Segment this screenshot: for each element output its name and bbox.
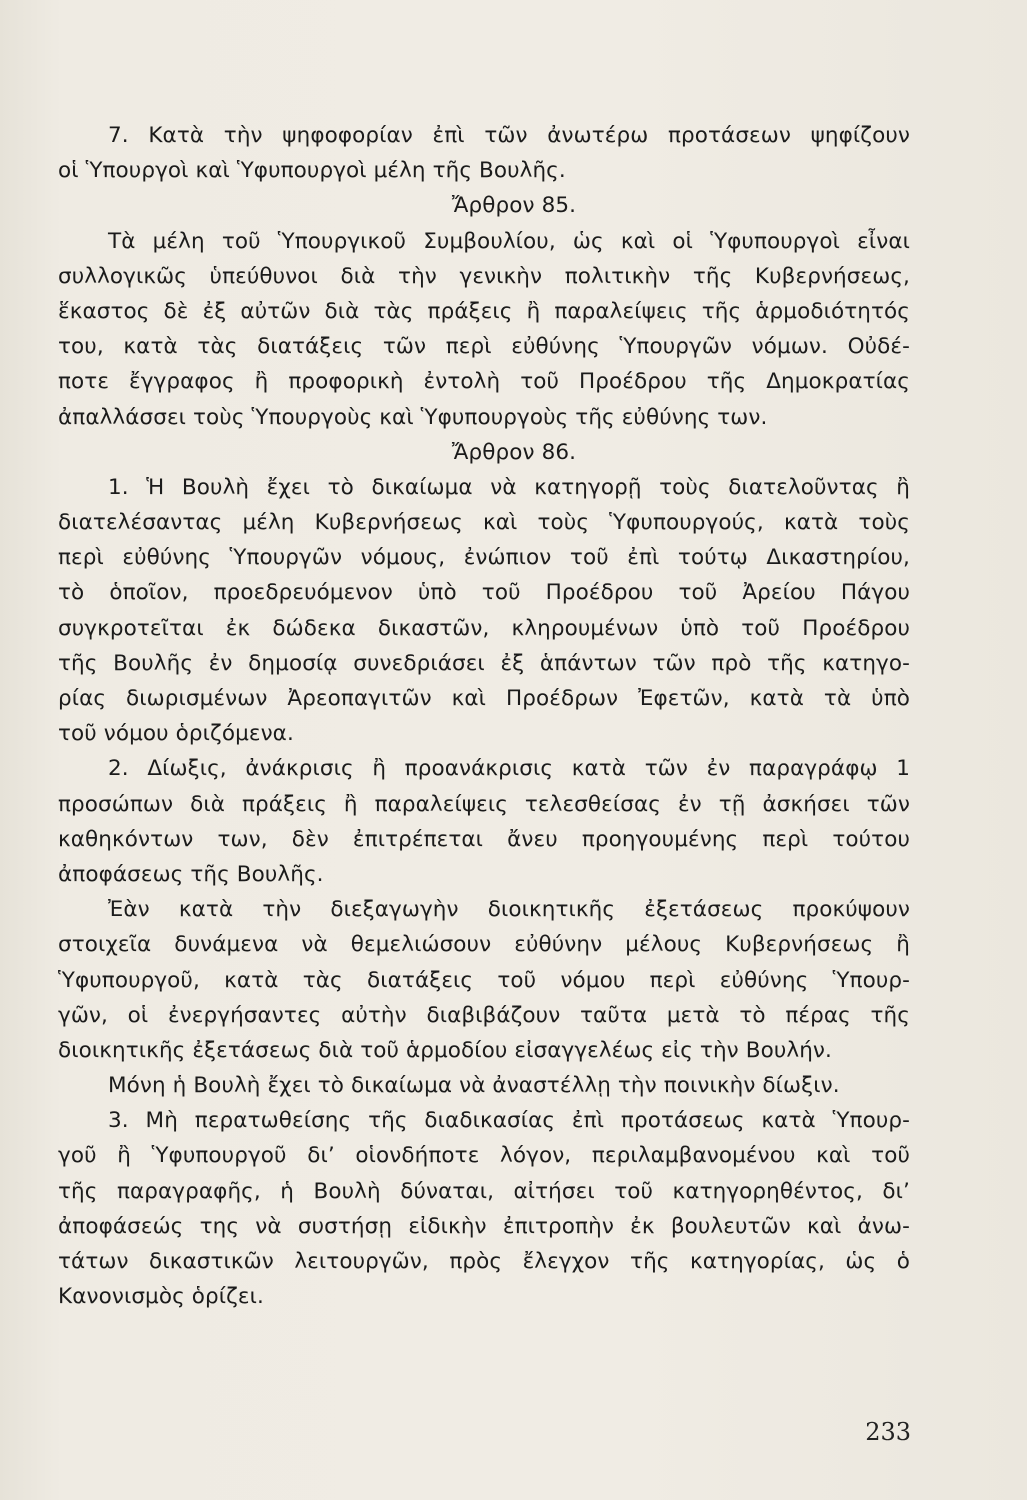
article-86-p3-line-4: ἀποφάσεώς της νὰ συστήσῃ εἰδικὴν ἐπιτροπὴν ἐκ βουλευτῶν καὶ ἀνω- — [58, 1213, 910, 1239]
article-85-line-3: ἕκαστος δὲ ἐξ αὐτῶν διὰ τὰς πράξεις ἢ παραλείψεις τῆς ἁρμοδιότητός — [58, 298, 910, 324]
paragraph-7-line-2: οἱ Ὑπουργοὶ καὶ Ὑφυπουργοὶ μέλη τῆς Βουλῆς. — [58, 158, 566, 184]
article-86-p1-line-7: ρίας διωρισμένων Ἀρεοπαγιτῶν καὶ Προέδρων Ἐφετῶν, κατὰ τὰ ὑπὸ — [58, 686, 910, 711]
page-number: 233 — [865, 1418, 911, 1446]
article-85-line-6: ἀπαλλάσσει τοὺς Ὑπουργοὺς καὶ Ὑφυπουργοὺς τῆς εὐθύνης των. — [58, 404, 768, 430]
paragraph-7-line-1: 7. Κατὰ τὴν ψηφοφορίαν ἐπὶ τῶν ἀνωτέρω προτάσεων ψηφίζουν — [108, 123, 910, 148]
article-86-p1-line-1: 1. Ἡ Βουλὴ ἔχει τὸ δικαίωμα νὰ κατηγορῇ τοὺς διατελοῦντας ἢ — [108, 474, 910, 500]
article-86-heading: Ἄρθρον 86. — [451, 439, 577, 465]
article-85-line-5: ποτε ἔγγραφος ἢ προφορικὴ ἐντολὴ τοῦ Προέδρου τῆς Δημοκρατίας — [58, 369, 910, 395]
article-86-p1-line-4: τὸ ὁποῖον, προεδρευόμενον ὑπὸ τοῦ Προέδρου τοῦ Ἀρείου Πάγου — [58, 580, 910, 606]
article-86-p2-line-1: 2. Δίωξις, ἀνάκρισις ἢ προανάκρισις κατὰ τῶν ἐν παραγράφῳ 1 — [108, 756, 910, 782]
article-86-p1-line-3: περὶ εὐθύνης Ὑπουργῶν νόμους, ἐνώπιον τοῦ ἐπὶ τούτῳ Δικαστηρίου, — [58, 545, 910, 571]
article-85-line-2: συλλογικῶς ὑπεύθυνοι διὰ τὴν γενικὴν πολιτικὴν τῆς Κυβερνήσεως, — [58, 263, 910, 289]
article-86-p1-line-5: συγκροτεῖται ἐκ δώδεκα δικαστῶν, κληρουμένων ὑπὸ τοῦ Προέδρου — [58, 615, 910, 641]
article-86-p1-line-8: τοῦ νόμου ὁριζόμενα. — [58, 721, 294, 747]
article-86-p2b-line-1: Ἐὰν κατὰ τὴν διεξαγωγὴν διοικητικῆς ἐξετάσεως προκύψουν — [108, 897, 910, 923]
article-85-line-1: Τὰ μέλη τοῦ Ὑπουργικοῦ Συμβουλίου, ὡς καὶ οἱ Ὑφυπουργοὶ εἶναι — [108, 228, 910, 254]
article-86-p2b-line-4: γῶν, οἱ ἐνεργήσαντες αὐτὴν διαβιβάζουν ταῦτα μετὰ τὸ πέρας τῆς — [58, 1002, 910, 1028]
article-86-p2b-line-2: στοιχεῖα δυνάμενα νὰ θεμελιώσουν εὐθύνην μέλους Κυβερνήσεως ἢ — [58, 932, 910, 958]
article-86-p3-line-2: γοῦ ἢ Ὑφυπουργοῦ δι’ οἱονδήποτε λόγον, περιλαμβανομένου καὶ τοῦ — [58, 1143, 910, 1169]
article-86-p2-line-3: καθηκόντων των, δὲν ἐπιτρέπεται ἄνευ προηγουμένης περὶ τούτου — [58, 826, 910, 852]
article-85-heading: Ἄρθρον 85. — [451, 193, 577, 219]
article-86-p3-line-3: τῆς παραγραφῆς, ἡ Βουλὴ δύναται, αἰτήσει τοῦ κατηγορηθέντος, δι’ — [58, 1178, 910, 1204]
article-86-p2-line-4: ἀποφάσεως τῆς Βουλῆς. — [58, 861, 324, 887]
article-86-p2c-line-1: Μόνη ἡ Βουλὴ ἔχει τὸ δικαίωμα νὰ ἀναστέλλῃ τὴν ποινικὴν δίωξιν. — [108, 1073, 840, 1099]
body-text — [58, 118, 910, 1314]
article-86-p2b-line-5: διοικητικῆς ἐξετάσεως διὰ τοῦ ἁρμοδίου εἰσαγγελέως εἰς τὴν Βουλήν. — [58, 1037, 832, 1063]
article-85-line-4: του, κατὰ τὰς διατάξεις τῶν περὶ εὐθύνης Ὑπουργῶν νόμων. Οὐδέ- — [58, 334, 910, 360]
article-86-p2-line-2: προσώπων διὰ πράξεις ἢ παραλείψεις τελεσθείσας ἐν τῇ ἀσκήσει τῶν — [58, 791, 910, 817]
article-86-p2b-line-3: Ὑφυπουργοῦ, κατὰ τὰς διατάξεις τοῦ νόμου περὶ εὐθύνης Ὑπουρ- — [58, 967, 910, 993]
article-86-p1-line-6: τῆς Βουλῆς ἐν δημοσίᾳ συνεδριάσει ἐξ ἁπάντων τῶν πρὸ τῆς κατηγο- — [58, 650, 910, 676]
article-86-p3-line-6: Κανονισμὸς ὁρίζει. — [58, 1284, 264, 1310]
article-86-p1-line-2: διατελέσαντας μέλη Κυβερνήσεως καὶ τοὺς Ὑφυπουργούς, κατὰ τοὺς — [58, 510, 910, 536]
article-86-p3-line-5: τάτων δικαστικῶν λειτουργῶν, πρὸς ἔλεγχον τῆς κατηγορίας, ὡς ὁ — [58, 1249, 910, 1274]
article-86-p3-line-1: 3. Μὴ περατωθείσης τῆς διαδικασίας ἐπὶ προτάσεως κατὰ Ὑπουρ- — [108, 1108, 910, 1134]
